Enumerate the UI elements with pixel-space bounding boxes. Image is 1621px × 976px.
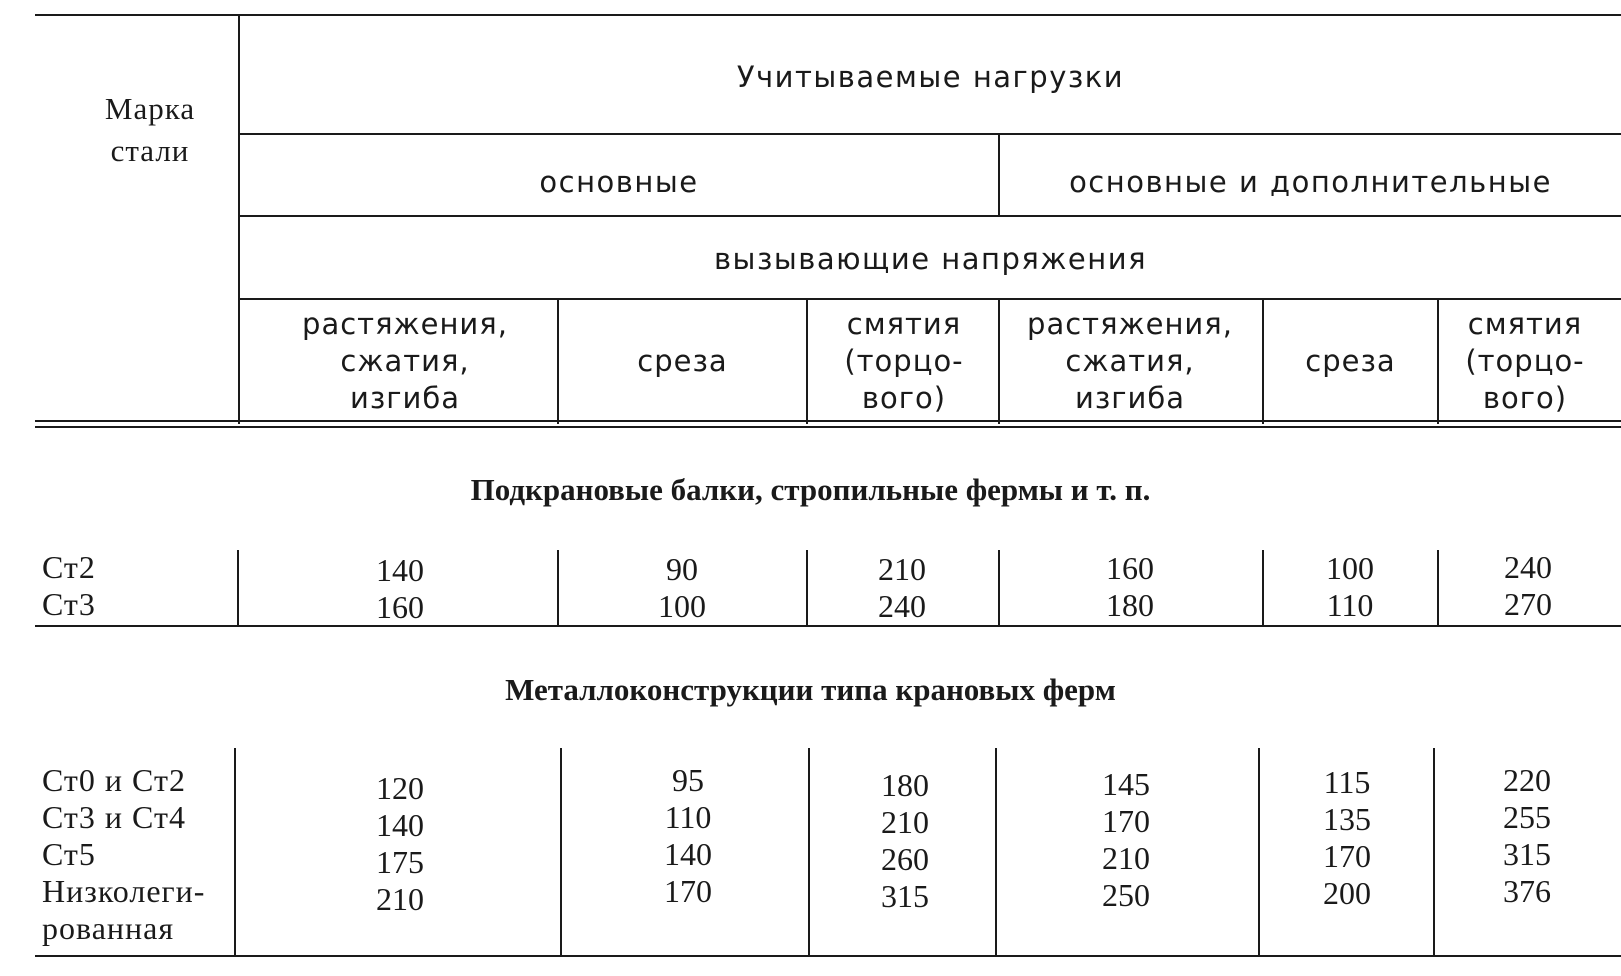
s1-col-divider-1: [557, 550, 559, 626]
col-header-bearing-main-text: смятия (торцо- вого): [844, 306, 964, 415]
s2-r4-c3: 315: [881, 878, 929, 914]
s1-r2-c2: 100: [658, 588, 706, 624]
s1-r2-c3: 240: [878, 588, 926, 624]
s1-r1-c3: 210: [878, 551, 926, 587]
header-rule-3: [238, 298, 1621, 300]
s1-r2-c5: 110: [1326, 587, 1374, 623]
s2-r1-c1: 120: [376, 770, 424, 806]
s2-col-bearing-add: [1467, 762, 1587, 910]
s2-r2-c6: 255: [1503, 799, 1551, 835]
section-title-crane-beams: [0, 472, 1621, 508]
s1-bottom-rule: [35, 625, 1621, 627]
s2-r3-c1: 175: [376, 844, 424, 880]
main-loads-header-text: основные: [539, 165, 699, 199]
s2-grade-st0-st2: Ст0 и Ст2: [42, 762, 186, 798]
s2-col-divider-1: [560, 748, 562, 956]
s1-col-divider-4: [1262, 550, 1264, 626]
col-header-bearing-main: [838, 303, 970, 419]
s2-r3-c6: 315: [1503, 836, 1551, 872]
s1-col-divider-0: [237, 550, 239, 626]
col-header-shear-main: [559, 303, 806, 419]
s1-col-divider-3: [998, 550, 1000, 626]
main-additional-loads-header: [1000, 160, 1621, 204]
s2-col-divider-3: [995, 748, 997, 956]
header-rule-2: [238, 215, 1621, 217]
s1-col-divider-2: [806, 550, 808, 626]
col-header-tension-add-text: растяжения, сжатия, изгиба: [1027, 306, 1233, 415]
section-title-crane-trusses: [0, 672, 1621, 708]
s2-r4-c5: 200: [1323, 875, 1371, 911]
s2-r3-c3: 260: [881, 841, 929, 877]
s2-grade-low-alloy: Низколеги-рованная: [42, 873, 206, 946]
s1-grade-st2: Ст2: [42, 549, 96, 585]
s2-r3-c5: 170: [1323, 838, 1371, 874]
s2-r3-c4: 210: [1102, 840, 1150, 876]
header-col-divider-5: [1437, 298, 1439, 424]
s1-col-bearing-main: [842, 551, 962, 625]
s2-r4-c1: 210: [376, 881, 424, 917]
s2-grade-column: [42, 762, 232, 947]
s1-r1-c2: 90: [666, 551, 698, 587]
header-double-rule-b: [35, 426, 1621, 428]
section-title-crane-beams-text: Подкрановые балки, стропильные фермы и т. п.: [470, 472, 1151, 507]
col-header-tension-add: [1010, 303, 1250, 419]
main-loads-header: [240, 160, 998, 204]
section-title-crane-trusses-text: Металлоконструкции типа крановых ферм: [505, 672, 1116, 707]
s2-r2-c5: 135: [1323, 801, 1371, 837]
s1-col-divider-5: [1437, 550, 1439, 626]
s1-grade-column: [42, 549, 96, 623]
s1-col-shear-add: [1290, 550, 1410, 624]
s1-r1-c4: 160: [1106, 550, 1154, 586]
s2-r2-c3: 210: [881, 804, 929, 840]
s2-r3-c2: 140: [664, 836, 712, 872]
s2-col-divider-5: [1433, 748, 1435, 956]
s2-r1-c5: 115: [1323, 764, 1371, 800]
header-col-divider-2: [806, 298, 808, 424]
s2-r1-c4: 145: [1102, 766, 1150, 802]
s2-r4-c2: 170: [664, 873, 712, 909]
col-header-shear-main-text: среза: [637, 343, 728, 378]
s2-r2-c4: 170: [1102, 803, 1150, 839]
s2-col-divider-4: [1258, 748, 1260, 956]
s2-col-tension-main: [340, 770, 460, 918]
grade-column-header: [60, 90, 230, 170]
s1-r2-c1: 160: [376, 589, 424, 625]
s1-r2-c4: 180: [1106, 587, 1154, 623]
s2-col-bearing-main: [845, 767, 965, 915]
s2-r4-c4: 250: [1102, 877, 1150, 913]
loads-header: [240, 55, 1621, 99]
s2-col-shear-main: [628, 762, 748, 910]
col-header-shear-add: [1264, 303, 1437, 419]
grade-column-header-text: Марка стали: [104, 91, 196, 168]
s1-grade-st3: Ст3: [42, 586, 96, 622]
s2-r2-c2: 110: [664, 799, 712, 835]
s1-col-tension-add: [1070, 550, 1190, 624]
s2-r1-c2: 95: [672, 762, 704, 798]
top-rule: [35, 14, 1621, 16]
s2-col-tension-add: [1066, 766, 1186, 914]
header-rule-1: [238, 133, 1621, 135]
s1-col-tension-main: [340, 552, 460, 626]
s1-r1-c6: 240: [1504, 549, 1552, 585]
col-header-tension-main: [290, 303, 520, 419]
col-header-shear-add-text: среза: [1305, 343, 1396, 378]
s1-col-shear-main: [622, 551, 742, 625]
s1-r2-c6: 270: [1504, 586, 1552, 622]
col-header-bearing-add: [1459, 303, 1591, 419]
s2-col-divider-2: [808, 748, 810, 956]
col-header-bearing-add-text: смятия (торцо- вого): [1465, 306, 1585, 415]
main-additional-loads-header-text: основные и дополнительные: [1069, 165, 1552, 199]
stresses-header: [240, 237, 1621, 281]
stresses-header-text: вызывающие напряжения: [713, 242, 1148, 276]
s2-col-divider-0: [234, 748, 236, 956]
s1-r1-c5: 100: [1326, 550, 1374, 586]
s2-bottom-rule: [35, 955, 1621, 957]
s2-grade-st3-st4: Ст3 и Ст4: [42, 799, 186, 835]
header-double-rule-a: [35, 420, 1621, 422]
loads-header-text: Учитываемые нагрузки: [736, 60, 1125, 94]
s2-r4-c6: 376: [1503, 873, 1551, 909]
s2-grade-st5: Ст5: [42, 836, 96, 872]
s2-r1-c3: 180: [881, 767, 929, 803]
s2-r1-c6: 220: [1503, 762, 1551, 798]
s2-col-shear-add: [1287, 764, 1407, 912]
s1-r1-c1: 140: [376, 552, 424, 588]
s2-r2-c1: 140: [376, 807, 424, 843]
col-header-tension-main-text: растяжения, сжатия, изгиба: [302, 306, 508, 415]
header-col-divider-3: [998, 298, 1000, 424]
s1-col-bearing-add: [1468, 549, 1588, 623]
